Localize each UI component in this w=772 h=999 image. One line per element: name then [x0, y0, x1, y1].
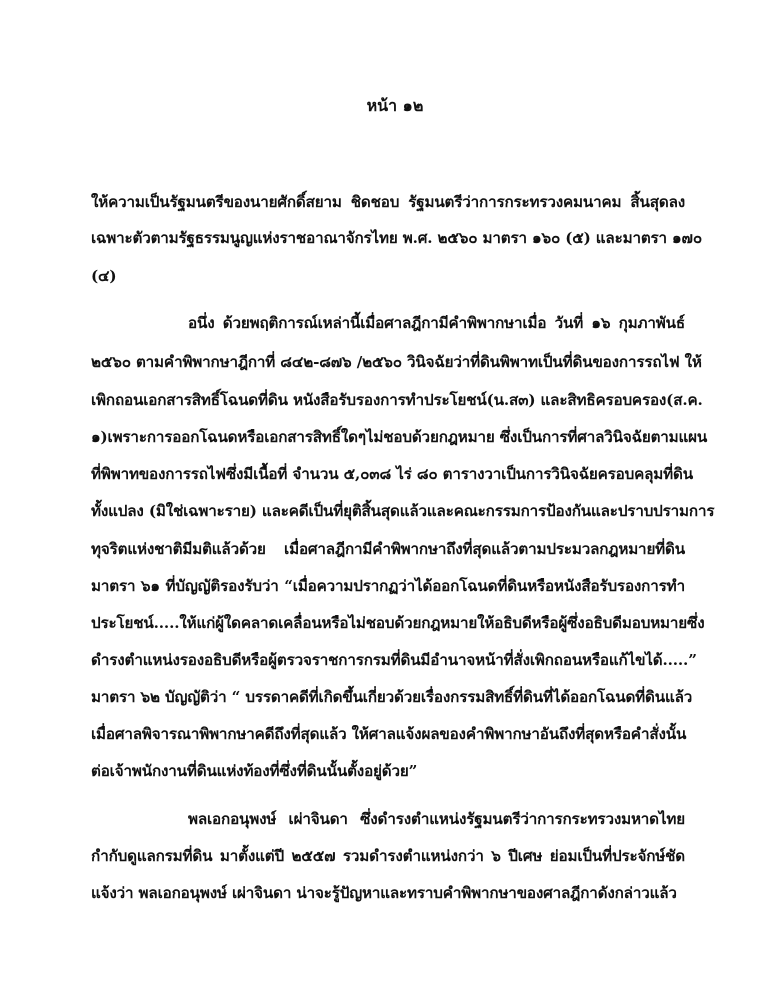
paragraph-2-line-10: ดำรงตำแหน่งรองอธิบดีหรือผู้ตรวจราชการกรมที่ดินมีอำนาจหน้าที่สั่งเพิกถอนหรือแก้ไขได้.....” — [91, 651, 697, 669]
paragraph-2-line-9: ประโยชน์.....ให้แก่ผู้ใดคลาดเคลื่อนหรือไม่ชอบด้วยกฎหมายให้อธิบดีหรือผู้ซึ่งอธิบดีมอบหมายซึ่ง — [91, 614, 705, 632]
paragraph-1-line-1: ให้ความเป็นรัฐมนตรีของนายศักดิ์สยาม ชิดชอบ รัฐมนตรีว่าการกระทรวงคมนาคม สิ้นสุดลง — [91, 193, 685, 211]
paragraph-2-line-6: ทั้งแปลง (มิใช่เฉพาะราย) และคดีเป็นที่ยุติสิ้นสุดแล้วและคณะกรรมการป้องกันและปราบปรามการ — [91, 502, 715, 520]
paragraph-2-line-5: ที่พิพาทของการรถไฟซึ่งมีเนื้อที่ จำนวน ๕,๐๓๘ ไร่ ๘๐ ตารางวาเป็นการวินิจฉัยครอบคลุมที่ดิน — [91, 465, 693, 483]
paragraph-2-line-1: อนึ่ง ด้วยพฤติการณ์เหล่านี้เมื่อศาลฎีกามีคำพิพากษาเมื่อ วันที่ ๑๖ กุมภาพันธ์ — [188, 314, 685, 332]
paragraph-2-line-3: เพิกถอนเอกสารสิทธิ์โฉนดที่ดิน หนังสือรับรองการทำประโยชน์(น.ส๓) และสิทธิครอบครอง(ส.ค. — [91, 391, 703, 409]
paragraph-2-line-13: ต่อเจ้าพนักงานที่ดินแห่งท้องที่ซึ่งที่ดินนั้นตั้งอยู่ด้วย” — [91, 762, 418, 780]
paragraph-1-line-3: (๔) — [91, 267, 117, 285]
paragraph-2-line-2: ๒๕๖๐ ตามคำพิพากษาฎีกาที่ ๘๔๒-๘๗๖ /๒๕๖๐ วินิจฉัยว่าที่ดินพิพาทเป็นที่ดินของการรถไฟ ให้ — [91, 353, 702, 371]
page-number: หน้า ๑๒ — [366, 96, 424, 115]
paragraph-2-line-8: มาตรา ๖๑ ที่บัญญัติรองรับว่า “เมื่อความปรากฏว่าได้ออกโฉนดที่ดินหรือหนังสือรับรองการทำ — [91, 577, 685, 595]
paragraph-2-line-11: มาตรา ๖๒ บัญญัติว่า “ บรรดาคดีที่เกิดขึ้นเกี่ยวด้วยเรื่องกรรมสิทธิ์ที่ดินที่ได้ออกโฉนดที่ดินแล้ว — [91, 688, 693, 706]
paragraph-2-line-7: ทุจริตแห่งชาติมีมติแล้วด้วย เมื่อศาลฎีกามีคำพิพากษาถึงที่สุดแล้วตามประมวลกฎหมายที่ดิน — [91, 540, 685, 558]
paragraph-3-line-1: พลเอกอนุพงษ์ เผ่าจินดา ซึ่งดำรงตำแหน่งรัฐมนตรีว่าการกระทรวงมหาดไทย — [188, 810, 685, 828]
paragraph-2-line-12: เมื่อศาลพิจารณาพิพากษาคดีถึงที่สุดแล้ว ให้ศาลแจ้งผลของคำพิพากษาอันถึงที่สุดหรือคำสั่งนั้น — [91, 725, 687, 743]
paragraph-3-line-2: กำกับดูแลกรมที่ดิน มาตั้งแต่ปี ๒๕๕๗ รวมดำรงตำแหน่งกว่า ๖ ปีเศษ ย่อมเป็นที่ประจักษ์ชัด — [91, 847, 685, 865]
paragraph-1-line-2: เฉพาะตัวตามรัฐธรรมนูญแห่งราชอาณาจักรไทย พ.ศ. ๒๕๖๐ มาตรา ๑๖๐ (๕) และมาตรา ๑๗๐ — [91, 229, 702, 247]
paragraph-2-line-4: ๑)เพราะการออกโฉนดหรือเอกสารสิทธิ์ใดๆไม่ชอบด้วยกฎหมาย ซึ่งเป็นการที่ศาลวินิจฉัยตามแผน — [91, 428, 708, 446]
paragraph-3-line-3: แจ้งว่า พลเอกอนุพงษ์ เผ่าจินดา น่าจะรู้ปัญหาและทราบคำพิพากษาของศาลฎีกาดังกล่าวแล้ว — [91, 884, 677, 902]
